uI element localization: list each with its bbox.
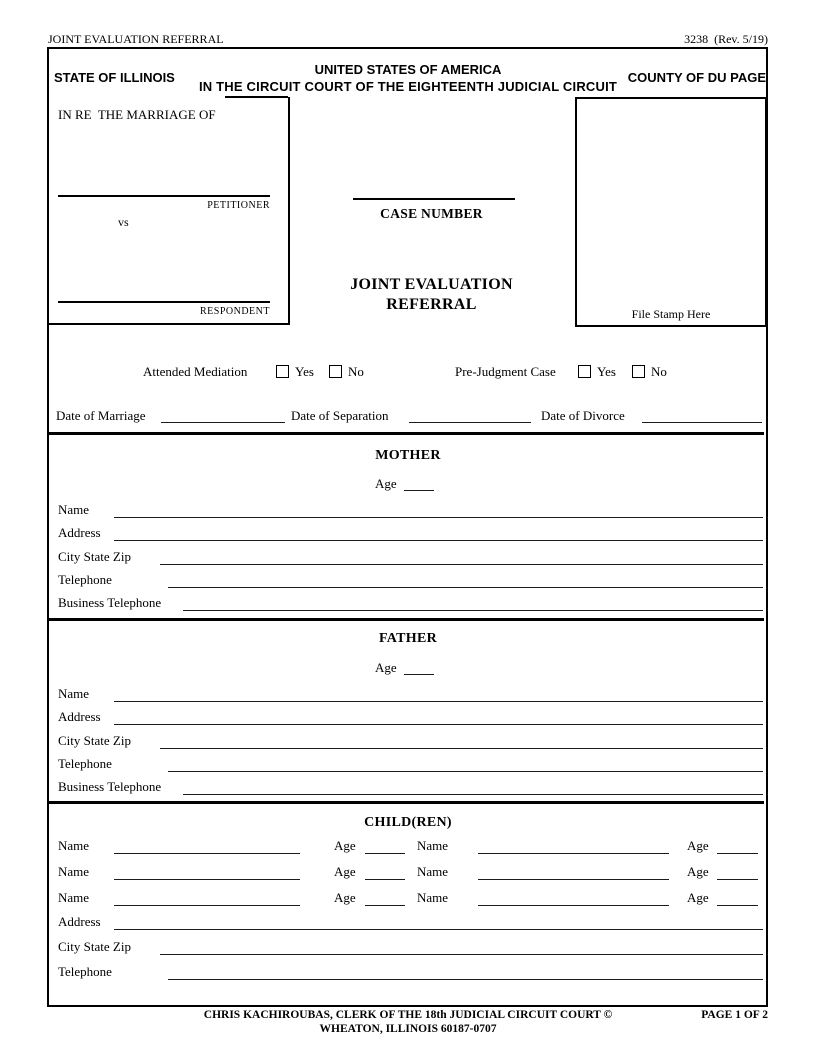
- date-of-marriage-label: Date of Marriage: [56, 408, 146, 423]
- father-telephone-label: Telephone: [58, 756, 112, 771]
- mother-address-label: Address: [58, 525, 101, 540]
- child2-name-label: Name: [417, 838, 449, 853]
- father-city-state-zip-label: City State Zip: [58, 733, 131, 748]
- child4-age-label: Age: [687, 864, 709, 879]
- form-title-line2: REFERRAL: [386, 296, 477, 313]
- father-telephone-line[interactable]: [168, 771, 763, 772]
- pre-judgment-label: Pre-Judgment Case: [455, 364, 556, 379]
- father-address-label: Address: [58, 709, 101, 724]
- children-address-line[interactable]: [114, 929, 763, 930]
- pre-judgment-no-checkbox[interactable]: [632, 365, 645, 378]
- file-stamp-box: [575, 97, 767, 327]
- mother-address-line[interactable]: [114, 540, 763, 541]
- petitioner-label: PETITIONER: [207, 200, 270, 211]
- children-telephone-label: Telephone: [58, 964, 112, 979]
- country-label: UNITED STATES OF AMERICA: [314, 62, 502, 77]
- pre-judgment-yes-checkbox[interactable]: [578, 365, 591, 378]
- father-age-line[interactable]: [404, 674, 434, 675]
- form-number: 3238 (Rev. 5/19): [684, 32, 768, 46]
- father-business-telephone-line[interactable]: [183, 794, 763, 795]
- child5-name-line[interactable]: [114, 905, 300, 906]
- child5-age-line[interactable]: [365, 905, 405, 906]
- page-number: PAGE 1 OF 2: [701, 1009, 768, 1021]
- mother-section-title: MOTHER: [375, 448, 441, 463]
- county-label: COUNTY OF DU PAGE: [627, 70, 766, 85]
- mother-name-line[interactable]: [114, 517, 763, 518]
- child2-name-line[interactable]: [478, 853, 669, 854]
- child1-name-label: Name: [58, 838, 90, 853]
- father-age-label: Age: [375, 660, 397, 675]
- father-name-label: Name: [58, 686, 90, 701]
- date-of-divorce-line[interactable]: [642, 422, 762, 423]
- child1-age-line[interactable]: [365, 853, 405, 854]
- child4-age-line[interactable]: [717, 879, 758, 880]
- child1-name-line[interactable]: [114, 853, 300, 854]
- in-re-marriage-label: IN RE THE MARRIAGE OF: [58, 107, 216, 122]
- respondent-label: RESPONDENT: [199, 306, 270, 317]
- child2-age-line[interactable]: [717, 853, 758, 854]
- child5-age-label: Age: [334, 890, 356, 905]
- child3-name-line[interactable]: [114, 879, 300, 880]
- file-stamp-label: File Stamp Here: [631, 307, 711, 321]
- case-number-line[interactable]: [353, 198, 515, 200]
- caption-box: [47, 97, 290, 325]
- pre-judgment-no-label: No: [651, 364, 667, 379]
- mother-age-label: Age: [375, 476, 397, 491]
- date-of-separation-label: Date of Separation: [291, 408, 389, 423]
- child6-age-label: Age: [687, 890, 709, 905]
- state-label: STATE OF ILLINOIS: [54, 70, 175, 85]
- child3-name-label: Name: [58, 864, 90, 879]
- child6-name-line[interactable]: [478, 905, 669, 906]
- mother-business-telephone-line[interactable]: [183, 610, 763, 611]
- attended-mediation-label: Attended Mediation: [143, 364, 248, 379]
- pre-judgment-yes-label: Yes: [597, 364, 616, 379]
- child3-age-line[interactable]: [365, 879, 405, 880]
- mother-city-state-zip-label: City State Zip: [58, 549, 131, 564]
- child2-age-label: Age: [687, 838, 709, 853]
- document-title-header: JOINT EVALUATION REFERRAL: [48, 32, 224, 46]
- mother-age-line[interactable]: [404, 490, 434, 491]
- section-divider: [48, 432, 764, 435]
- mother-name-label: Name: [58, 502, 90, 517]
- mother-telephone-line[interactable]: [168, 587, 763, 588]
- father-name-line[interactable]: [114, 701, 763, 702]
- case-number-label: CASE NUMBER: [380, 206, 483, 221]
- children-address-label: Address: [58, 914, 101, 929]
- clerk-footer-line1: CHRIS KACHIROUBAS, CLERK OF THE 18th JUDICIAL CIRCUIT COURT ©: [203, 1009, 613, 1021]
- father-city-state-zip-line[interactable]: [160, 748, 763, 749]
- caption-box-top-border: [225, 96, 288, 98]
- father-business-telephone-label: Business Telephone: [58, 779, 162, 794]
- children-section-title: CHILD(REN): [364, 815, 452, 830]
- vs-label: vs: [118, 215, 129, 229]
- child5-name-label: Name: [58, 890, 90, 905]
- section-divider: [48, 618, 764, 621]
- child6-name-label: Name: [417, 890, 449, 905]
- respondent-name-line[interactable]: [58, 301, 270, 303]
- attended-mediation-no-label: No: [348, 364, 364, 379]
- children-telephone-line[interactable]: [168, 979, 763, 980]
- mother-telephone-label: Telephone: [58, 572, 112, 587]
- petitioner-name-line[interactable]: [58, 195, 270, 197]
- child4-name-label: Name: [417, 864, 449, 879]
- clerk-footer-line2: WHEATON, ILLINOIS 60187-0707: [319, 1023, 497, 1035]
- attended-mediation-yes-label: Yes: [295, 364, 314, 379]
- child4-name-line[interactable]: [478, 879, 669, 880]
- date-of-divorce-label: Date of Divorce: [541, 408, 625, 423]
- child6-age-line[interactable]: [717, 905, 758, 906]
- form-title-line1: JOINT EVALUATION: [350, 276, 513, 293]
- child3-age-label: Age: [334, 864, 356, 879]
- attended-mediation-yes-checkbox[interactable]: [276, 365, 289, 378]
- children-city-state-zip-line[interactable]: [160, 954, 763, 955]
- section-divider: [48, 801, 764, 804]
- mother-business-telephone-label: Business Telephone: [58, 595, 162, 610]
- form-title: [288, 275, 575, 315]
- father-address-line[interactable]: [114, 724, 763, 725]
- attended-mediation-no-checkbox[interactable]: [329, 365, 342, 378]
- children-city-state-zip-label: City State Zip: [58, 939, 131, 954]
- date-of-marriage-line[interactable]: [161, 422, 285, 423]
- date-of-separation-line[interactable]: [409, 422, 531, 423]
- court-name-label: IN THE CIRCUIT COURT OF THE EIGHTEENTH JUDICIAL CIRCUIT: [198, 79, 618, 94]
- mother-city-state-zip-line[interactable]: [160, 564, 763, 565]
- child1-age-label: Age: [334, 838, 356, 853]
- father-section-title: FATHER: [378, 631, 438, 646]
